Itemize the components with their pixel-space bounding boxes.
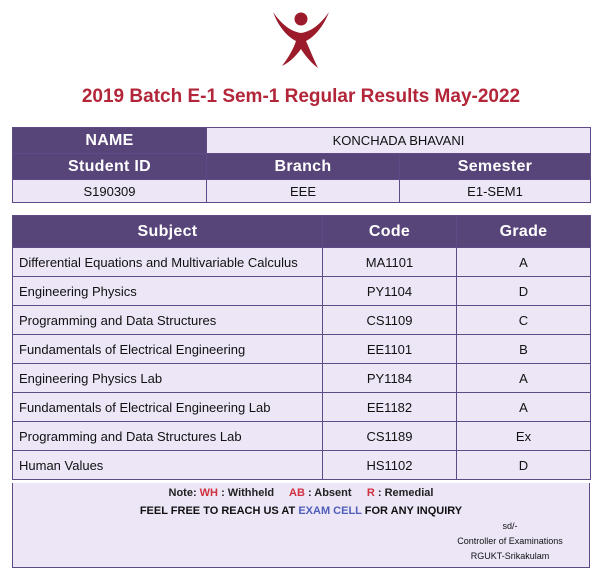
- inquiry-pre: FEEL FREE TO REACH US AT: [139, 505, 296, 517]
- grade-cell: A: [457, 364, 591, 393]
- grade-cell: A: [457, 248, 591, 277]
- subject-cell: Programming and Data Structures Lab: [13, 422, 323, 451]
- code-cell: PY1184: [323, 364, 457, 393]
- student-name: KONCHADA BHAVANI: [207, 128, 591, 154]
- student-info-table: [12, 127, 591, 203]
- footer-panel: [12, 483, 590, 568]
- table-row: [13, 248, 591, 277]
- branch-value: EEE: [207, 180, 400, 203]
- r-code: R: [366, 487, 375, 499]
- table-row: [13, 277, 591, 306]
- subject-cell: Differential Equations and Multivariable Calculus: [13, 248, 323, 277]
- page-title: 2019 Batch E-1 Sem-1 Regular Results May-2022: [81, 86, 521, 107]
- grade-cell: C: [457, 306, 591, 335]
- sd-mark: sd/-: [502, 521, 518, 531]
- subject-cell: Programming and Data Structures: [13, 306, 323, 335]
- subject-cell: Engineering Physics Lab: [13, 364, 323, 393]
- code-cell: MA1101: [323, 248, 457, 277]
- table-row: [13, 451, 591, 480]
- table-row: [13, 422, 591, 451]
- code-cell: CS1109: [323, 306, 457, 335]
- signatory-title: Controller of Examinations: [457, 536, 563, 546]
- semester-value: E1-SEM1: [400, 180, 591, 203]
- table-row: [13, 393, 591, 422]
- code-cell: EE1101: [323, 335, 457, 364]
- inquiry-line: [13, 505, 589, 517]
- student-id-value: S190309: [13, 180, 207, 203]
- institution-name: RGUKT-Srikakulam: [470, 551, 550, 561]
- table-row: [13, 364, 591, 393]
- table-row: [13, 306, 591, 335]
- rgukt-person-logo-icon: [270, 6, 332, 70]
- grade-cell: B: [457, 335, 591, 364]
- table-row: [13, 335, 591, 364]
- semester-label: Semester: [400, 154, 591, 180]
- r-text: : Remedial: [377, 487, 434, 499]
- subject-header: Subject: [13, 216, 323, 248]
- grade-cell: Ex: [457, 422, 591, 451]
- wh-text: : Withheld: [221, 487, 275, 499]
- code-cell: PY1104: [323, 277, 457, 306]
- code-cell: CS1189: [323, 422, 457, 451]
- subject-cell: Fundamentals of Electrical Engineering Lab: [13, 393, 323, 422]
- grade-cell: A: [457, 393, 591, 422]
- note-label: Note:: [168, 487, 197, 499]
- student-id-label: Student ID: [13, 154, 207, 180]
- name-label: NAME: [13, 128, 207, 154]
- ab-text: : Absent: [307, 487, 352, 499]
- branch-label: Branch: [207, 154, 400, 180]
- subject-cell: Human Values: [13, 451, 323, 480]
- legend-note: [13, 487, 589, 499]
- subject-cell: Fundamentals of Electrical Engineering: [13, 335, 323, 364]
- grade-cell: D: [457, 451, 591, 480]
- signature-block: [445, 519, 575, 564]
- code-cell: HS1102: [323, 451, 457, 480]
- code-cell: EE1182: [323, 393, 457, 422]
- subject-cell: Engineering Physics: [13, 277, 323, 306]
- grade-cell: D: [457, 277, 591, 306]
- exam-cell-link[interactable]: EXAM CELL: [298, 505, 362, 517]
- wh-code: WH: [199, 487, 218, 499]
- ab-code: AB: [289, 487, 305, 499]
- results-table: [12, 215, 591, 480]
- grade-header: Grade: [457, 216, 591, 248]
- inquiry-post: FOR ANY INQUIRY: [364, 505, 463, 517]
- code-header: Code: [323, 216, 457, 248]
